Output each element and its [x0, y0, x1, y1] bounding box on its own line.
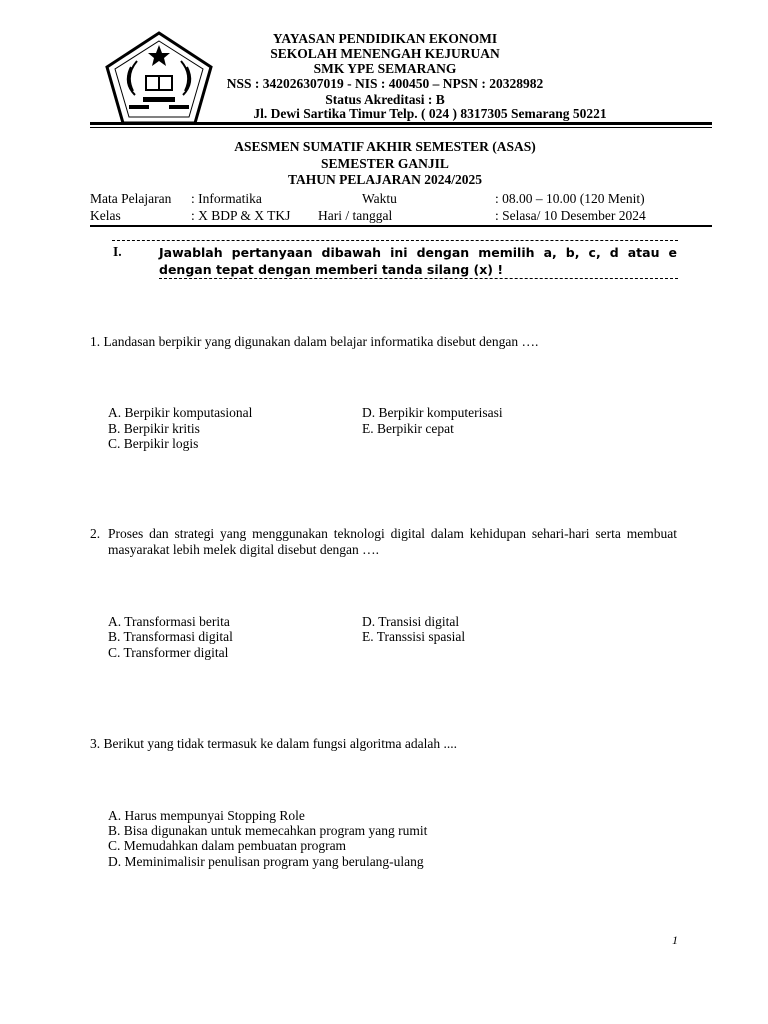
- exam-title: ASESMEN SUMATIF AKHIR SEMESTER (ASAS): [234, 139, 536, 154]
- school-ids: NSS : 342026307019 - NIS : 400450 – NPSN : 20328982: [226, 76, 544, 91]
- question-2-number: 2.: [90, 526, 101, 541]
- school-type: SEKOLAH MENENGAH KEJURUAN: [270, 46, 500, 61]
- instruction-number: I.: [113, 244, 122, 259]
- page-number: 1: [672, 933, 678, 947]
- foundation-name: YAYASAN PENDIDIKAN EKONOMI: [272, 31, 498, 46]
- info-divider: [90, 225, 712, 227]
- header-divider-thin: [90, 127, 712, 128]
- question-2-option-a[interactable]: A. Transformasi berita: [108, 614, 230, 629]
- school-emblem-icon: [103, 31, 215, 127]
- question-1-option-c[interactable]: C. Berpikir logis: [108, 436, 199, 451]
- exam-semester: SEMESTER GANJIL: [321, 156, 449, 171]
- question-2-option-d[interactable]: D. Transisi digital: [362, 614, 460, 629]
- question-2-option-b[interactable]: B. Transformasi digital: [108, 629, 233, 644]
- subject-value: : Informatika: [191, 191, 262, 206]
- instruction-text: Jawablah pertanyaan dibawah ini dengan memilih a, b, c, d atau e dengan tepat dengan memberi tanda silang (x) !: [159, 245, 677, 277]
- question-2-text: Proses dan strategi yang menggunakan teknologi digital dalam kehidupan sehari-hari serta membuat masyarakat lebih melek digital disebut dengan ….: [108, 526, 677, 557]
- day-value: : Selasa/ 10 Desember 2024: [495, 208, 646, 223]
- question-3-text: 3. Berikut yang tidak termasuk ke dalam fungsi algoritma adalah ....: [90, 736, 458, 751]
- school-name: SMK YPE SEMARANG: [313, 61, 457, 76]
- question-3-option-a[interactable]: A. Harus mempunyai Stopping Role: [108, 808, 305, 823]
- time-label: Waktu: [362, 191, 397, 206]
- question-3-option-c[interactable]: C. Memudahkan dalam pembuatan program: [108, 838, 347, 853]
- question-3-option-d[interactable]: D. Meminimalisir penulisan program yang berulang-ulang: [108, 854, 424, 869]
- day-label: Hari / tanggal: [318, 208, 393, 223]
- question-3-option-b[interactable]: B. Bisa digunakan untuk memecahkan program yang rumit: [108, 823, 428, 838]
- question-2-option-c[interactable]: C. Transformer digital: [108, 645, 229, 660]
- instruction-border-bottom: [159, 278, 678, 279]
- question-1-option-b[interactable]: B. Berpikir kritis: [108, 421, 200, 436]
- question-1-option-a[interactable]: A. Berpikir komputasional: [108, 405, 253, 420]
- class-label: Kelas: [90, 208, 121, 223]
- exam-year: TAHUN PELAJARAN 2024/2025: [287, 172, 482, 187]
- question-1-option-d[interactable]: D. Berpikir komputerisasi: [362, 405, 503, 420]
- accreditation: Status Akreditasi : B: [325, 92, 445, 107]
- question-1-text: 1. Landasan berpikir yang digunakan dalam belajar informatika disebut dengan ….: [90, 334, 539, 349]
- question-2-option-e[interactable]: E. Transsisi spasial: [362, 629, 466, 644]
- question-1-option-e[interactable]: E. Berpikir cepat: [362, 421, 454, 436]
- school-logo: [103, 31, 215, 127]
- time-value: : 08.00 – 10.00 (120 Menit): [495, 191, 645, 206]
- header-divider-thick: [90, 122, 712, 125]
- school-address: Jl. Dewi Sartika Timur Telp. ( 024 ) 8317305 Semarang 50221: [253, 106, 607, 121]
- subject-label: Mata Pelajaran: [90, 191, 172, 206]
- instruction-border-top: [112, 240, 678, 241]
- class-value: : X BDP & X TKJ: [191, 208, 291, 223]
